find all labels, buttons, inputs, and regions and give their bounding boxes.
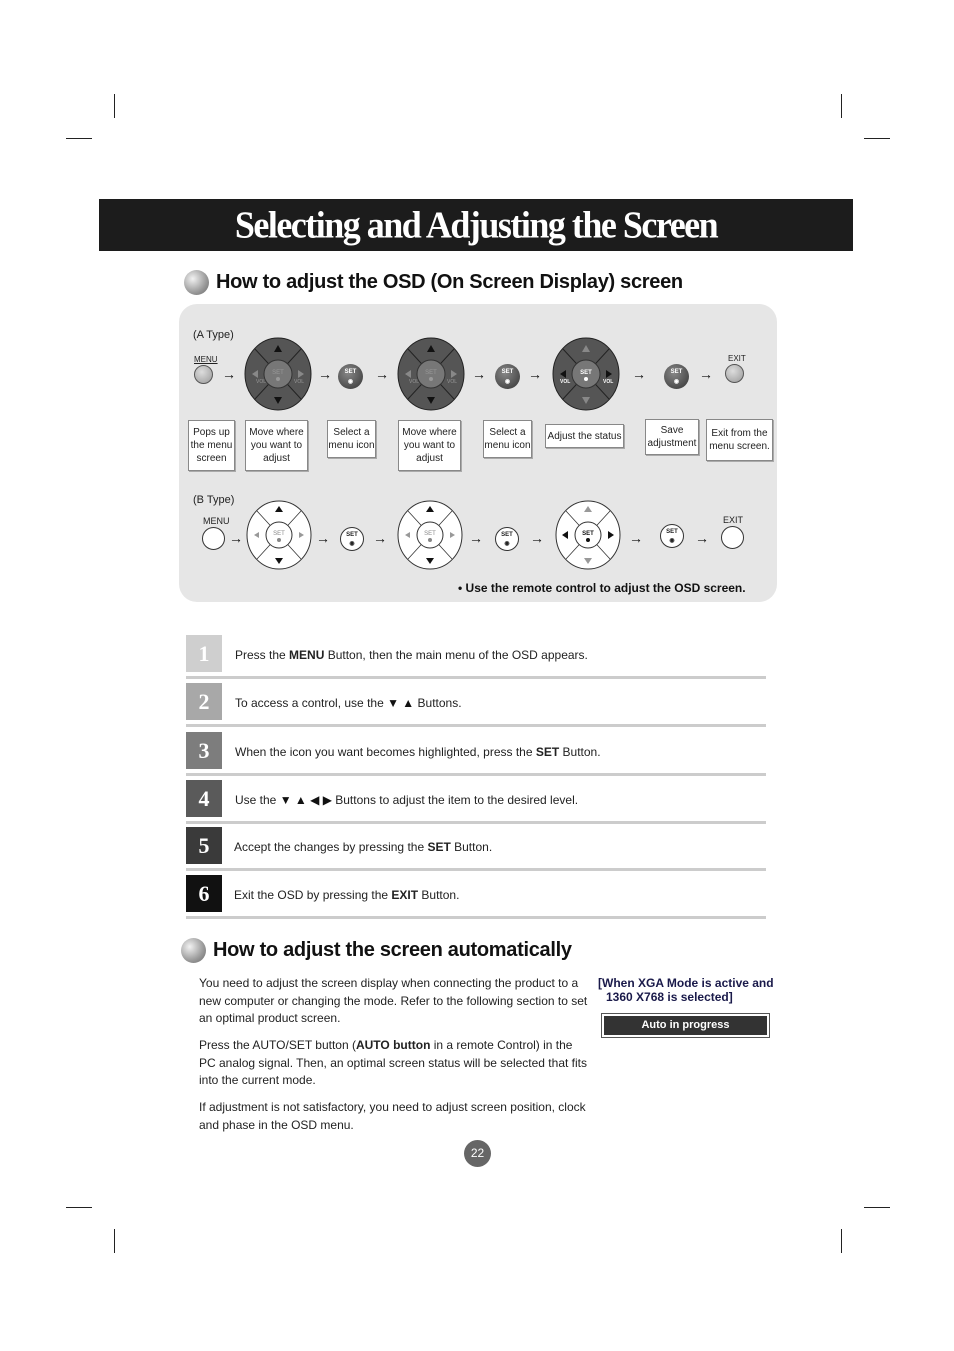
arrow-right-icon: →: [375, 366, 389, 382]
step-row: [186, 827, 766, 871]
svg-text:VOL: VOL: [409, 379, 420, 385]
svg-text:SET: SET: [424, 531, 436, 537]
exit-label-b: EXIT: [723, 515, 744, 525]
arrow-right-icon: →: [469, 530, 483, 546]
crop-mark: [841, 94, 842, 118]
step-text: Use the ▼ ▲ ◀ ▶ Buttons to adjust the item to the desired level.: [235, 793, 579, 807]
set-button-a-3: SET ◉: [664, 364, 689, 389]
dial-a-1: [244, 337, 312, 411]
svg-text:VOL: VOL: [294, 379, 305, 385]
set-button-b-1: SET ◉: [340, 527, 364, 551]
arrow-right-icon: →: [699, 366, 713, 382]
step-box: Select a menu icon: [327, 420, 376, 458]
set-button-b-2: SET ◉: [495, 527, 519, 551]
crop-mark: [114, 94, 115, 118]
step-number: 2: [186, 683, 222, 720]
title-bar: [99, 199, 853, 251]
step-text: Press the MENU Button, then the main menu of the OSD appears.: [235, 648, 588, 662]
auto-paragraph-2: Press the AUTO/SET button (AUTO button in a remote Control) in the PC analog signal. Then, an optimal screen status will be selected that fits into the current mode.: [199, 1038, 587, 1087]
step-number: 5: [186, 827, 222, 864]
set-label: SET: [346, 532, 358, 538]
arrow-right-icon: →: [316, 530, 330, 546]
a-type-label: (A Type): [193, 329, 234, 341]
set-label: SET: [344, 369, 357, 375]
step-box: Move where you want to adjust: [245, 420, 308, 471]
step-box: Select a menu icon: [483, 420, 532, 458]
down-up-arrows-icon: ▼ ▲: [387, 696, 415, 710]
exit-button-a: [725, 364, 744, 383]
page-title: Selecting and Adjusting the Screen: [234, 204, 718, 246]
set-label: SET: [666, 529, 678, 535]
step-row: [186, 683, 766, 727]
dial-a-2: [397, 337, 465, 411]
osd-section-header: [184, 270, 683, 295]
step-box: Adjust the status: [545, 424, 624, 448]
osd-section-heading: How to adjust the OSD (On Screen Display) screen: [216, 271, 683, 293]
exit-button-b: [721, 526, 744, 549]
auto-progress-bar: [601, 1013, 770, 1038]
arrow-right-icon: →: [472, 366, 486, 382]
step-number: 1: [186, 635, 222, 672]
xga-note: [When XGA Mode is active and 1360 X768 is selected]: [598, 976, 774, 1004]
arrow-right-icon: →: [695, 530, 709, 546]
arrow-right-icon: →: [222, 366, 236, 382]
direction-arrows-icon: ▼ ▲ ◀ ▶: [279, 793, 332, 807]
crop-mark: [66, 138, 92, 139]
crop-mark: [114, 1229, 115, 1253]
auto-paragraph-3: If adjustment is not satisfactory, you need to adjust screen position, clock and phase in the OSD menu.: [199, 1100, 586, 1132]
step-box: Exit from the menu screen.: [706, 419, 773, 461]
step-text: To access a control, use the ▼ ▲ Buttons.: [235, 696, 462, 710]
arrow-right-icon: →: [229, 530, 243, 546]
set-label: SET: [501, 532, 513, 538]
b-type-label: (B Type): [193, 494, 235, 506]
exit-label-a: EXIT: [728, 354, 746, 363]
svg-text:SET: SET: [425, 370, 437, 376]
arrow-right-icon: →: [629, 530, 643, 546]
step-text: Exit the OSD by pressing the EXIT Button.: [234, 888, 460, 902]
auto-progress-label: Auto in progress: [604, 1016, 767, 1035]
auto-section-heading: How to adjust the screen automatically: [213, 939, 572, 961]
auto-paragraph-1: You need to adjust the screen display when connecting the product to a new computer or changing the mode. Refer to the following section to set an optimal product screen.: [199, 976, 588, 1025]
dial-b-2: [397, 500, 463, 570]
bullet-icon: [181, 938, 206, 963]
menu-button-b: [202, 527, 225, 550]
step-row: [186, 635, 766, 679]
crop-mark: [864, 138, 890, 139]
svg-text:SET: SET: [272, 370, 284, 376]
auto-section-header: [181, 938, 572, 963]
arrow-right-icon: →: [528, 366, 542, 382]
svg-text:VOL: VOL: [603, 379, 614, 385]
menu-label-b: MENU: [203, 516, 230, 526]
step-box: Move where you want to adjust: [398, 420, 461, 471]
set-label: SET: [501, 369, 514, 375]
dial-b-1: [246, 500, 312, 570]
step-row: [186, 780, 766, 824]
svg-text:VOL: VOL: [560, 379, 571, 385]
crop-mark: [66, 1207, 92, 1208]
dial-a-3: [552, 337, 620, 411]
arrow-right-icon: →: [318, 366, 332, 382]
page-number: 22: [464, 1140, 491, 1167]
step-row: [186, 732, 766, 776]
svg-text:SET: SET: [580, 370, 592, 376]
svg-text:SET: SET: [582, 531, 594, 537]
step-row: [186, 875, 766, 919]
arrow-right-icon: →: [632, 366, 646, 382]
step-number: 3: [186, 732, 222, 769]
step-text: Accept the changes by pressing the SET Button.: [234, 840, 493, 854]
menu-label-a: MENU: [194, 355, 218, 364]
bullet-icon: [184, 270, 209, 295]
step-box: Pops up the menu screen: [188, 420, 235, 471]
menu-button-a: [194, 365, 213, 384]
set-button-b-3: SET ◉: [660, 524, 684, 548]
set-label: SET: [670, 369, 683, 375]
remote-note: • Use the remote control to adjust the OSD screen.: [458, 581, 746, 595]
step-box: Save adjustment: [645, 419, 699, 455]
step-text: When the icon you want becomes highlighted, press the SET Button.: [235, 745, 601, 759]
set-button-a-1: SET ◉: [338, 364, 363, 389]
dial-b-3: [555, 500, 621, 570]
svg-text:VOL: VOL: [256, 379, 267, 385]
crop-mark: [864, 1207, 890, 1208]
arrow-right-icon: →: [373, 530, 387, 546]
svg-text:VOL: VOL: [447, 379, 458, 385]
crop-mark: [841, 1229, 842, 1253]
svg-text:SET: SET: [273, 531, 285, 537]
step-number: 6: [186, 875, 222, 912]
arrow-right-icon: →: [530, 530, 544, 546]
set-button-a-2: SET ◉: [495, 364, 520, 389]
step-number: 4: [186, 780, 222, 817]
